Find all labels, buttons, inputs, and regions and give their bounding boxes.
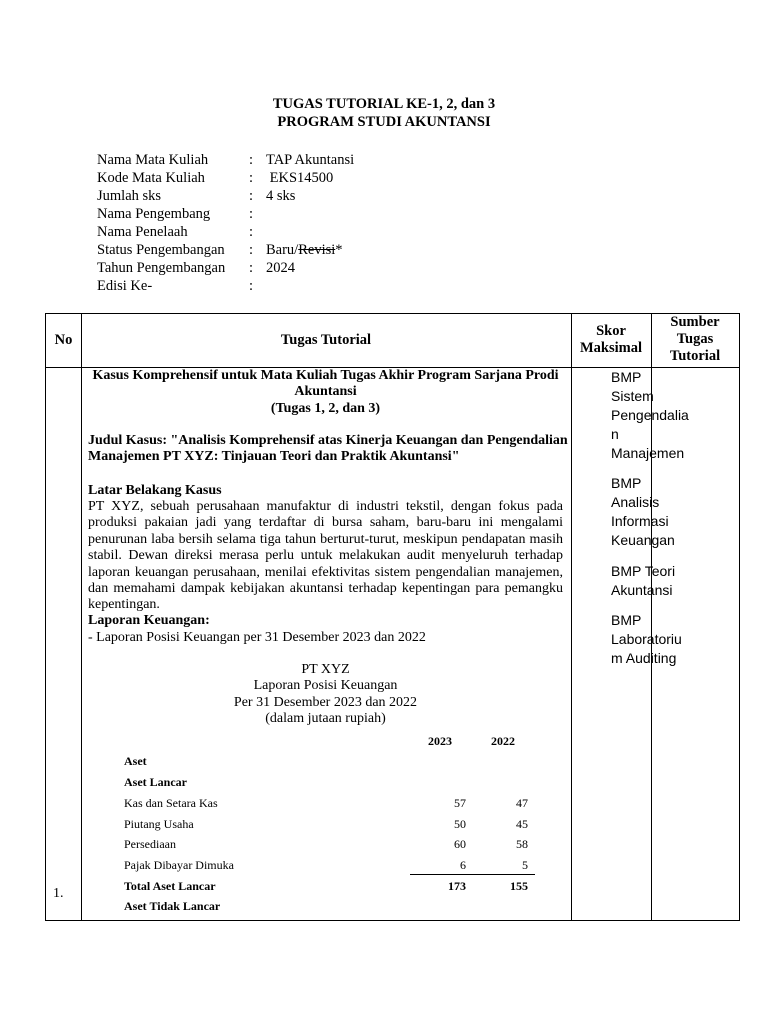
statement-row-label: Pajak Dibayar Dimuka (124, 858, 234, 872)
meta-colon: : (249, 278, 254, 294)
statement-row-2022: 47 (516, 796, 528, 810)
meta-row-sks (97, 187, 354, 205)
source-line: Akuntansi (611, 582, 673, 598)
status-asterisk: * (335, 242, 343, 258)
header-sumber-line: Tugas (676, 331, 714, 347)
paragraph-line: laporan keuangan perusahaan, menilai efektivitas sistem pengendalian manajemen, (88, 564, 563, 580)
meta-colon: : (249, 188, 254, 204)
judul-line: Judul Kasus: "Analisis Komprehensif atas Kinerja Keuangan dan Pengendalian (88, 433, 568, 448)
meta-value: 2024 (266, 260, 295, 276)
judul-line: Manajemen PT XYZ: Tinjauan Teori dan Praktik Akuntansi" (88, 449, 460, 465)
column-2022: 2022 (491, 734, 515, 748)
statement-row-2022: 45 (516, 817, 528, 831)
header-skor-line: Skor (596, 323, 626, 339)
case-title-line: Akuntansi (294, 384, 357, 400)
meta-colon: : (249, 152, 254, 168)
paragraph-line: stabil. Dewan direksi merasa perlu untuk melakukan audit menyeluruh terhadap (88, 548, 563, 564)
aset-tidak-lancar-heading: Aset Tidak Lancar (124, 899, 221, 913)
source-analisis-informasi-keuangan (611, 474, 691, 550)
case-title-line: (Tugas 1, 2, dan 3) (270, 400, 381, 416)
statement-row-2023: 6 (460, 858, 466, 872)
source-line: Keuangan (611, 532, 675, 548)
statement-company: PT XYZ (301, 662, 350, 677)
status-new: Baru/ (266, 242, 299, 258)
source-line: Sistem (611, 388, 654, 404)
meta-label: Nama Mata Kuliah (97, 152, 209, 168)
total-aset-lancar-2022: 155 (510, 879, 528, 893)
meta-label: Tahun Pengembangan (97, 260, 226, 276)
aset-heading: Aset (124, 754, 147, 768)
total-aset-lancar-label: Total Aset Lancar (124, 879, 216, 893)
statement-row-label: Piutang Usaha (124, 817, 194, 831)
meta-row-course-name (97, 151, 354, 169)
case-judul (88, 433, 568, 466)
column-2023: 2023 (428, 734, 452, 748)
status-revision-struck: Revisi (298, 242, 336, 258)
program-title: PROGRAM STUDI AKUNTANSI (277, 114, 491, 130)
paragraph-line: produksi pakaian jadi yang terdaftar di bursa saham, baru-baru ini mengalami (88, 515, 563, 531)
source-line: Pengendalia (611, 407, 689, 423)
meta-label: Jumlah sks (97, 188, 162, 204)
meta-label: Kode Mata Kuliah (97, 170, 205, 186)
paragraph-line: PT XYZ, sebuah perusahaan manufaktur di industri tekstil, dengan fokus pada (88, 499, 563, 514)
laporan-keuangan-item: - Laporan Posisi Keuangan per 31 Desember 2023 dan 2022 (88, 630, 426, 645)
course-metadata (97, 151, 354, 295)
row-number: 1. (53, 886, 64, 901)
source-laboratorium-auditing (611, 611, 691, 668)
meta-row-reviewer (97, 223, 354, 241)
meta-colon: : (249, 206, 254, 222)
total-aset-lancar-2023: 173 (448, 879, 466, 893)
subtotal-rule (410, 874, 535, 875)
source-line: BMP (611, 612, 642, 628)
paragraph-line: kepentingan. (88, 597, 160, 613)
meta-row-developer (97, 205, 354, 223)
source-line: BMP (611, 475, 642, 491)
source-line: m Auditing (611, 650, 677, 666)
header-sumber-line: Sumber (670, 314, 720, 330)
header-tugas-tutorial: Tugas Tutorial (280, 332, 372, 348)
statement-date: Per 31 Desember 2023 dan 2022 (233, 694, 418, 710)
case-title (88, 368, 563, 417)
statement-row-2023: 57 (454, 796, 466, 810)
latar-belakang-heading: Latar Belakang Kasus (88, 483, 222, 498)
meta-value: EKS14500 (266, 170, 334, 186)
meta-row-year (97, 259, 354, 277)
statement-unit: (dalam jutaan rupiah) (265, 711, 386, 727)
source-line: BMP (611, 369, 642, 385)
statement-header (88, 662, 563, 728)
meta-row-course-code (97, 169, 354, 187)
meta-value: 4 sks (266, 188, 296, 204)
source-teori-akuntansi (611, 562, 691, 600)
header-skor-line: Maksimal (579, 340, 643, 356)
laporan-keuangan-heading: Laporan Keuangan: (88, 613, 210, 628)
statement-row-2022: 5 (522, 858, 528, 872)
source-line: Analisis (611, 494, 660, 510)
case-title-line: Kasus Komprehensif untuk Mata Kuliah Tugas Akhir Program Sarjana Prodi (92, 368, 559, 383)
meta-colon: : (249, 242, 254, 258)
column-divider (81, 314, 82, 920)
document-title: TUGAS TUTORIAL KE-1, 2, dan 3 (272, 96, 496, 112)
source-line: Manajemen (611, 445, 685, 461)
aset-lancar-heading: Aset Lancar (124, 775, 187, 789)
meta-value: TAP Akuntansi (266, 152, 355, 168)
meta-label: Edisi Ke- (97, 278, 153, 294)
column-divider (571, 314, 572, 920)
statement-row-2023: 50 (454, 817, 466, 831)
statement-name: Laporan Posisi Keuangan (253, 678, 398, 694)
header-sumber-tugas-tutorial (651, 314, 739, 365)
source-sistem-pengendalian-manajemen (611, 368, 691, 463)
meta-row-edition (97, 277, 354, 295)
meta-colon: : (249, 260, 254, 276)
source-line: Informasi (611, 513, 669, 529)
statement-row-label: Kas dan Setara Kas (124, 796, 218, 810)
meta-value (266, 241, 343, 259)
statement-row-2023: 60 (454, 837, 466, 851)
statement-row-2022: 58 (516, 837, 528, 851)
header-sumber-line: Tutorial (669, 348, 721, 364)
header-skor-maksimal (571, 323, 651, 357)
meta-label: Nama Pengembang (97, 206, 211, 222)
source-line: BMP Teori (611, 563, 676, 579)
source-line: n (611, 426, 619, 442)
meta-label: Nama Penelaah (97, 224, 188, 240)
header-no: No (54, 332, 73, 348)
latar-belakang-paragraph (88, 499, 563, 614)
paragraph-line: dan memahami dampak kebijakan akuntansi terhadap kepentingan para pemangku (88, 581, 563, 597)
meta-row-status (97, 241, 354, 259)
meta-colon: : (249, 224, 254, 240)
meta-label: Status Pengembangan (97, 242, 225, 258)
paragraph-line: penurunan laba bersih selama tiga tahun berturut-turut, meskipun pendapatan masih (88, 531, 563, 547)
meta-colon: : (249, 170, 254, 186)
source-line: Laboratoriu (611, 631, 682, 647)
statement-row-label: Persediaan (124, 837, 176, 851)
